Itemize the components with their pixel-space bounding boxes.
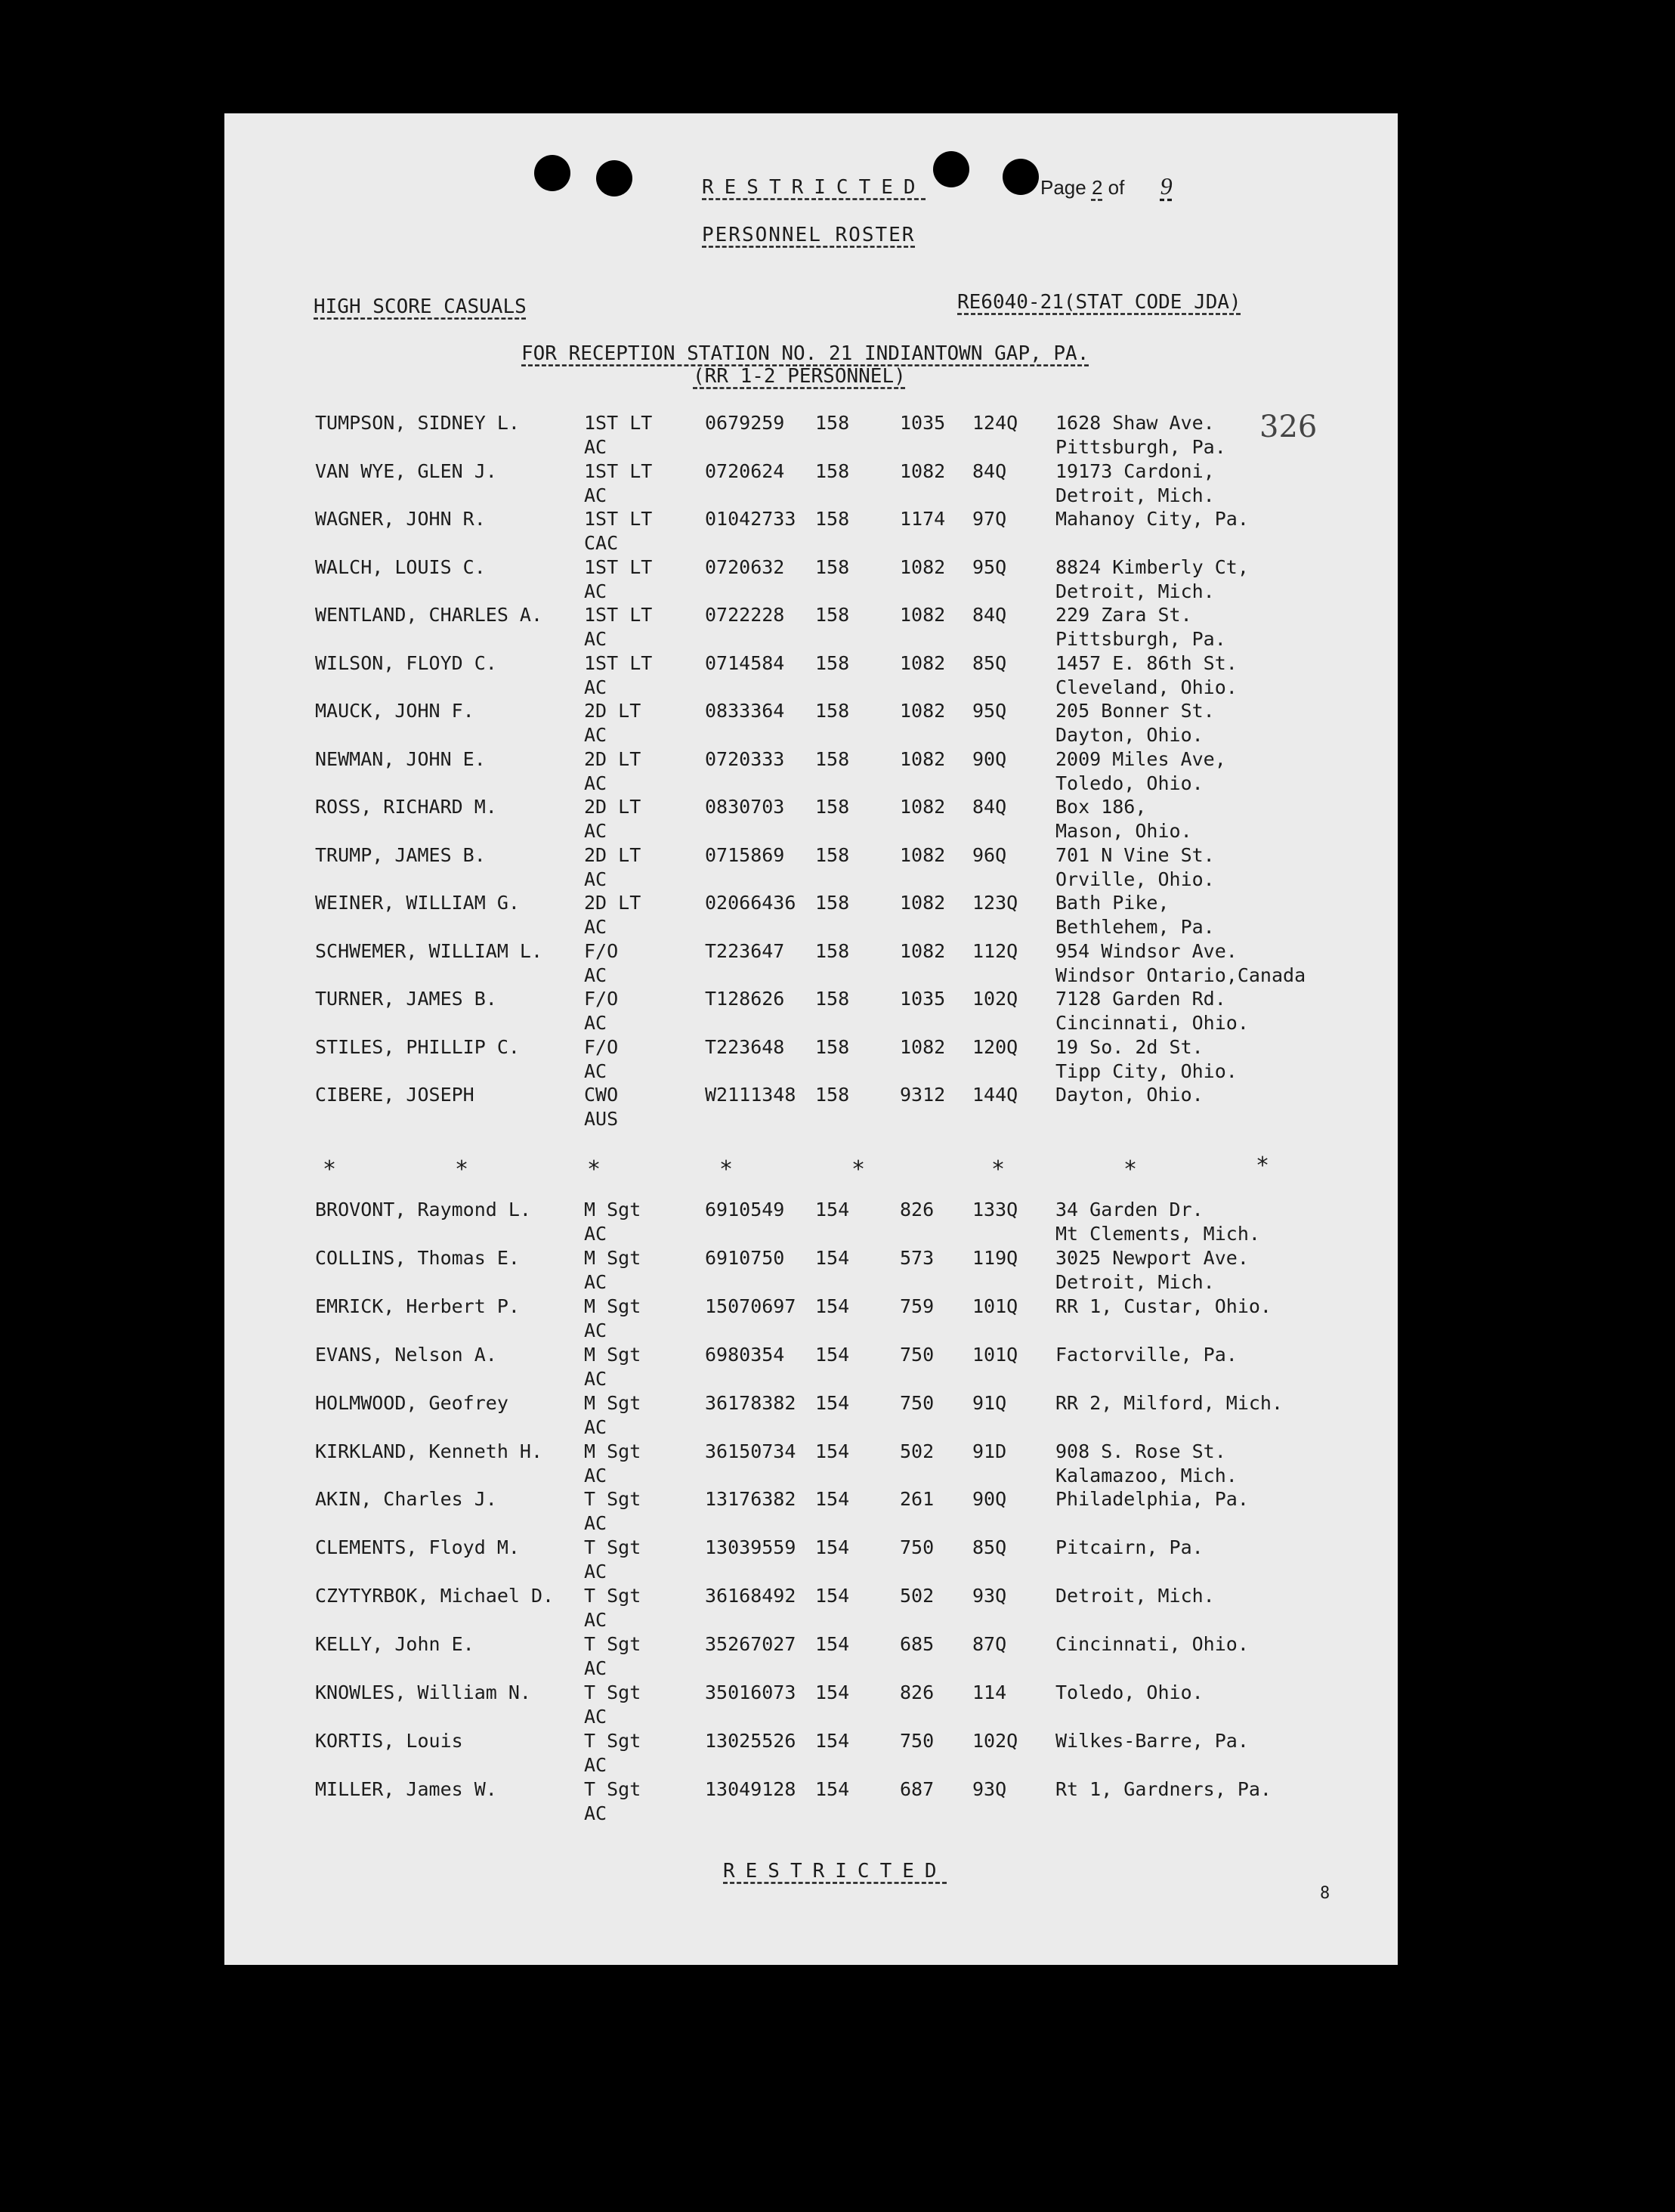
mos-code: 1082 [900,651,946,674]
person-name: SCHWEMER, WILLIAM L. [315,939,543,962]
rank: T Sgt [584,1488,641,1511]
roster-row [224,893,1398,942]
roster-row [224,1490,1398,1538]
address-line-1: Rt 1, Gardners, Pa. [1055,1777,1272,1800]
branch: AC [584,436,607,458]
status-code: 154 [815,1585,850,1607]
branch: AC [584,1706,607,1728]
address-line-2: Kalamazoo, Mich. [1055,1464,1238,1487]
station-line: FOR RECEPTION STATION NO. 21 INDIANTOWN GAP, PA. [521,342,1089,365]
status-code: 154 [815,1199,850,1220]
branch: AC [584,1561,607,1583]
address-line-2: Toledo, Ohio. [1055,772,1204,794]
serial-number: 6980354 [705,1343,785,1366]
status-code: 158 [815,988,850,1010]
serial-number: T223648 [705,1035,785,1058]
rank: CWO [584,1084,619,1106]
person-name: KNOWLES, William N. [315,1681,531,1703]
serial-number: 0720333 [705,747,785,770]
separator-star: * [1256,1152,1270,1179]
score: 123Q [972,892,1018,914]
rank: F/O [584,1035,619,1058]
roster-row [224,701,1398,750]
mos-code: 1035 [900,988,946,1010]
person-name: NEWMAN, JOHN E. [315,747,486,770]
status-code: 154 [815,1777,850,1800]
person-name: EVANS, Nelson A. [315,1343,497,1366]
rank: T Sgt [584,1633,641,1656]
rank: T Sgt [584,1536,641,1559]
serial-number: 0833364 [705,700,785,722]
score: 93Q [972,1585,1007,1607]
score: 144Q [972,1084,1018,1106]
serial-number: 0679259 [705,412,785,434]
rank: 1ST LT [584,459,653,482]
status-code: 158 [815,1035,850,1058]
mos-code: 502 [900,1585,935,1607]
rank: 2D LT [584,892,641,914]
roster-row [224,747,1398,798]
status-code: 158 [815,555,850,578]
punch-hole [933,151,969,187]
mos-code: 685 [900,1633,935,1656]
score: 87Q [972,1633,1007,1656]
address-line-1: 19 So. 2d St. [1055,1035,1204,1058]
branch: AUS [584,1108,619,1130]
person-name: WILSON, FLOYD C. [315,651,497,674]
serial-number: 13025526 [705,1729,796,1752]
order-reference: RE6040-21(STAT CODE JDA) [957,291,1241,314]
mos-code: 1082 [900,843,946,866]
roster-row [224,1538,1398,1586]
address-line-1: 954 Windsor Ave. [1055,939,1238,962]
mos-code: 1082 [900,604,946,626]
status-code: 158 [815,747,850,770]
mos-code: 1082 [900,1035,946,1058]
roster-row [224,410,1398,462]
person-name: CIBERE, JOSEPH [315,1084,474,1106]
mos-code: 750 [900,1729,935,1752]
person-name: BROVONT, Raymond L. [315,1199,531,1220]
roster-row [224,797,1398,846]
roster-row [224,1085,1398,1134]
serial-number: 35267027 [705,1633,796,1656]
address-line-1: Bath Pike, [1055,892,1170,914]
branch: AC [584,772,607,794]
roster-row [224,1635,1398,1683]
address-line-1: 2009 Miles Ave, [1055,747,1226,770]
page-indicator [1040,174,1203,198]
address-line-1: 1457 E. 86th St. [1055,651,1238,674]
roster-row [224,1683,1398,1731]
status-code: 154 [815,1440,850,1462]
classification-header: RESTRICTED [702,176,926,199]
status-code: 158 [815,843,850,866]
address-line-2: Orville, Ohio. [1055,868,1215,890]
rank: M Sgt [584,1246,641,1269]
separator-star: * [851,1156,866,1183]
address-line-1: Wilkes-Barre, Pa. [1055,1729,1249,1752]
person-name: MILLER, James W. [315,1777,497,1800]
rank: M Sgt [584,1295,641,1317]
rank: M Sgt [584,1343,641,1366]
serial-number: 15070697 [705,1295,796,1317]
address-line-1: Dayton, Ohio. [1055,1084,1204,1106]
address-line-1: 19173 Cardoni, [1055,459,1215,482]
branch: AC [584,580,607,602]
branch: AC [584,484,607,506]
mos-code: 1082 [900,555,946,578]
roster-row [224,509,1398,558]
address-line-1: Detroit, Mich. [1055,1585,1215,1607]
rank: 1ST LT [584,604,653,626]
address-line-1: Factorville, Pa. [1055,1343,1238,1366]
roster-row [224,843,1398,894]
mos-code: 1082 [900,700,946,722]
mos-code: 1035 [900,412,946,434]
score: 102Q [972,988,1018,1010]
address-line-1: Philadelphia, Pa. [1055,1488,1249,1511]
address-line-1: 701 N Vine St. [1055,843,1215,866]
serial-number: 6910549 [705,1199,785,1220]
address-line-1: Pitcairn, Pa. [1055,1536,1204,1559]
address-line-2: Dayton, Ohio. [1055,724,1204,746]
score: 102Q [972,1729,1018,1752]
address-line-1: Box 186, [1055,796,1147,818]
score: 124Q [972,412,1018,434]
punch-hole [596,160,632,196]
rank: T Sgt [584,1729,641,1752]
score: 84Q [972,459,1007,482]
address-line-2: Bethlehem, Pa. [1055,916,1215,938]
roster-row [224,555,1398,606]
address-line-1: 34 Garden Dr. [1055,1199,1204,1220]
address-line-2: Tipp City, Ohio. [1055,1060,1238,1082]
footer-mark: 8 [1320,1884,1330,1903]
score: 97Q [972,508,1007,530]
page-number: 2 [1091,176,1103,199]
score: 95Q [972,700,1007,722]
roster-row [224,989,1398,1038]
status-code: 158 [815,508,850,530]
branch: AC [584,724,607,746]
serial-number: 02066436 [705,892,796,914]
mos-code: 502 [900,1440,935,1462]
roster-row [224,1442,1398,1490]
serial-number: 0720632 [705,555,785,578]
separator-star: * [719,1156,734,1183]
person-name: WENTLAND, CHARLES A. [315,604,543,626]
branch: AC [584,676,607,698]
status-code: 154 [815,1488,850,1511]
page-label: Page [1040,176,1086,199]
person-name: HOLMWOOD, Geofrey [315,1391,508,1414]
roster-row [224,1035,1398,1086]
roster-row [224,1297,1398,1345]
serial-number: 6910750 [705,1246,785,1269]
person-name: CZYTYRBOK, Michael D. [315,1585,555,1607]
rank: T Sgt [584,1777,641,1800]
roster-row [224,1391,1398,1442]
branch: AC [584,1415,607,1438]
serial-number: 01042733 [705,508,796,530]
score: 90Q [972,1488,1007,1511]
status-code: 154 [815,1633,850,1656]
score: 119Q [972,1246,1018,1269]
status-code: 154 [815,1681,850,1703]
status-code: 158 [815,651,850,674]
score: 133Q [972,1199,1018,1220]
status-code: 158 [815,700,850,722]
serial-number: 36168492 [705,1585,796,1607]
branch: AC [584,628,607,650]
roster-row [224,1248,1398,1297]
address-line-2: Windsor Ontario,Canada [1055,964,1306,986]
roster-row [224,1731,1398,1780]
mos-code: 1082 [900,892,946,914]
branch: AC [584,1609,607,1632]
roster-row [224,1345,1398,1394]
person-name: ROSS, RICHARD M. [315,796,497,818]
separator-star: * [991,1156,1006,1183]
status-code: 158 [815,892,850,914]
rank: 2D LT [584,796,641,818]
roster-row [224,1200,1398,1248]
roster-row [224,459,1398,510]
branch: AC [584,916,607,938]
address-line-1: Mahanoy City, Pa. [1055,508,1249,530]
person-name: KELLY, John E. [315,1633,474,1656]
score: 91Q [972,1391,1007,1414]
rank: 1ST LT [584,412,653,434]
classification-footer: RESTRICTED [723,1860,947,1883]
status-code: 158 [815,604,850,626]
branch: AC [584,1367,607,1390]
person-name: EMRICK, Herbert P. [315,1295,520,1317]
serial-number: T223647 [705,939,785,962]
address-line-2: Cincinnati, Ohio. [1055,1012,1249,1034]
address-line-2: Detroit, Mich. [1055,580,1215,602]
status-code: 154 [815,1729,850,1752]
serial-number: 0830703 [705,796,785,818]
score: 93Q [972,1777,1007,1800]
address-line-1: 1628 Shaw Ave. [1055,412,1215,434]
score: 84Q [972,604,1007,626]
branch: AC [584,1060,607,1082]
mos-code: 1082 [900,796,946,818]
address-line-2: Mt Clements, Mich. [1055,1223,1260,1245]
address-line-2: Pittsburgh, Pa. [1055,436,1226,458]
person-name: COLLINS, Thomas E. [315,1246,520,1269]
person-name: WEINER, WILLIAM G. [315,892,520,914]
roster-row [224,605,1398,654]
rank: T Sgt [584,1585,641,1607]
branch: AC [584,1223,607,1245]
rank: M Sgt [584,1440,641,1462]
roster-title: PERSONNEL ROSTER [702,224,916,246]
score: 101Q [972,1295,1018,1317]
rank: 2D LT [584,700,641,722]
mos-code: 1174 [900,508,946,530]
mos-code: 826 [900,1199,935,1220]
score: 101Q [972,1343,1018,1366]
mos-code: 1082 [900,939,946,962]
rank: 2D LT [584,747,641,770]
serial-number: 36178382 [705,1391,796,1414]
rank: F/O [584,988,619,1010]
address-line-1: 3025 Newport Ave. [1055,1246,1249,1269]
branch: AC [584,1802,607,1824]
branch: CAC [584,532,619,554]
separator-star: * [323,1156,337,1183]
of-label: of [1108,176,1125,199]
person-name: KIRKLAND, Kenneth H. [315,1440,543,1462]
branch: AC [584,1012,607,1034]
person-name: STILES, PHILLIP C. [315,1035,520,1058]
score: 91D [972,1440,1007,1462]
mos-code: 261 [900,1488,935,1511]
mos-code: 826 [900,1681,935,1703]
address-line-2: Pittsburgh, Pa. [1055,628,1226,650]
roster-row [224,939,1398,990]
address-line-2: Mason, Ohio. [1055,820,1192,842]
serial-number: 35016073 [705,1681,796,1703]
separator-star: * [455,1156,469,1183]
person-name: TURNER, JAMES B. [315,988,497,1010]
branch: AC [584,1464,607,1487]
score: 96Q [972,843,1007,866]
status-code: 154 [815,1295,850,1317]
serial-number: 0714584 [705,651,785,674]
score: 112Q [972,939,1018,962]
separator-star: * [587,1156,601,1183]
branch: AC [584,1270,607,1293]
person-name: AKIN, Charles J. [315,1488,497,1511]
branch: AC [584,1512,607,1535]
branch: AC [584,868,607,890]
mos-code: 9312 [900,1084,946,1106]
address-line-2: Detroit, Mich. [1055,1270,1215,1293]
score: 84Q [972,796,1007,818]
person-name: TUMPSON, SIDNEY L. [315,412,520,434]
branch: AC [584,1657,607,1680]
mos-code: 750 [900,1343,935,1366]
status-code: 158 [815,459,850,482]
person-name: TRUMP, JAMES B. [315,843,486,866]
rank: 2D LT [584,843,641,866]
status-code: 158 [815,796,850,818]
branch: AC [584,820,607,842]
serial-number: T128626 [705,988,785,1010]
rank: T Sgt [584,1681,641,1703]
address-line-1: RR 2, Milford, Mich. [1055,1391,1284,1414]
score: 114 [972,1681,1007,1703]
mos-code: 1082 [900,459,946,482]
branch: AC [584,1753,607,1776]
rank: F/O [584,939,619,962]
rank: 1ST LT [584,651,653,674]
address-line-1: Cincinnati, Ohio. [1055,1633,1249,1656]
serial-number: 13039559 [705,1536,796,1559]
group-name: HIGH SCORE CASUALS [314,295,527,318]
rank: M Sgt [584,1391,641,1414]
status-code: 154 [815,1246,850,1269]
status-code: 154 [815,1391,850,1414]
serial-number: 0722228 [705,604,785,626]
serial-number: W2111348 [705,1084,796,1106]
score: 85Q [972,651,1007,674]
address-line-1: 908 S. Rose St. [1055,1440,1226,1462]
personnel-subline: (RR 1-2 PERSONNEL) [693,365,906,388]
address-line-2: Cleveland, Ohio. [1055,676,1238,698]
rank: M Sgt [584,1199,641,1220]
branch: AC [584,1319,607,1341]
score: 90Q [972,747,1007,770]
mos-code: 759 [900,1295,935,1317]
address-line-1: 229 Zara St. [1055,604,1192,626]
separator-star: * [1123,1156,1138,1183]
serial-number: 36150734 [705,1440,796,1462]
serial-number: 0715869 [705,843,785,866]
serial-number: 13049128 [705,1777,796,1800]
serial-number: 13176382 [705,1488,796,1511]
status-code: 154 [815,1343,850,1366]
address-line-1: RR 1, Custar, Ohio. [1055,1295,1272,1317]
punch-hole [1003,159,1039,195]
status-code: 154 [815,1536,850,1559]
roster-row [224,651,1398,702]
score: 120Q [972,1035,1018,1058]
roster-row [224,1586,1398,1635]
branch: AC [584,964,607,986]
person-name: KORTIS, Louis [315,1729,463,1752]
score: 95Q [972,555,1007,578]
address-line-1: 7128 Garden Rd. [1055,988,1226,1010]
mos-code: 750 [900,1391,935,1414]
document-page [224,113,1398,1965]
page-total: 9 [1160,172,1173,200]
punch-hole [534,155,570,191]
score: 85Q [972,1536,1007,1559]
rank: 1ST LT [584,508,653,530]
stamp-number: 326 [1259,410,1318,444]
person-name: MAUCK, JOHN F. [315,700,474,722]
address-line-1: 8824 Kimberly Ct, [1055,555,1249,578]
person-name: VAN WYE, GLEN J. [315,459,497,482]
address-line-1: 205 Bonner St. [1055,700,1215,722]
status-code: 158 [815,412,850,434]
serial-number: 0720624 [705,459,785,482]
mos-code: 1082 [900,747,946,770]
rank: 1ST LT [584,555,653,578]
person-name: WALCH, LOUIS C. [315,555,486,578]
mos-code: 573 [900,1246,935,1269]
mos-code: 750 [900,1536,935,1559]
status-code: 158 [815,1084,850,1106]
status-code: 158 [815,939,850,962]
mos-code: 687 [900,1777,935,1800]
address-line-1: Toledo, Ohio. [1055,1681,1204,1703]
person-name: WAGNER, JOHN R. [315,508,486,530]
address-line-2: Detroit, Mich. [1055,484,1215,506]
person-name: CLEMENTS, Floyd M. [315,1536,520,1559]
roster-row [224,1777,1398,1828]
